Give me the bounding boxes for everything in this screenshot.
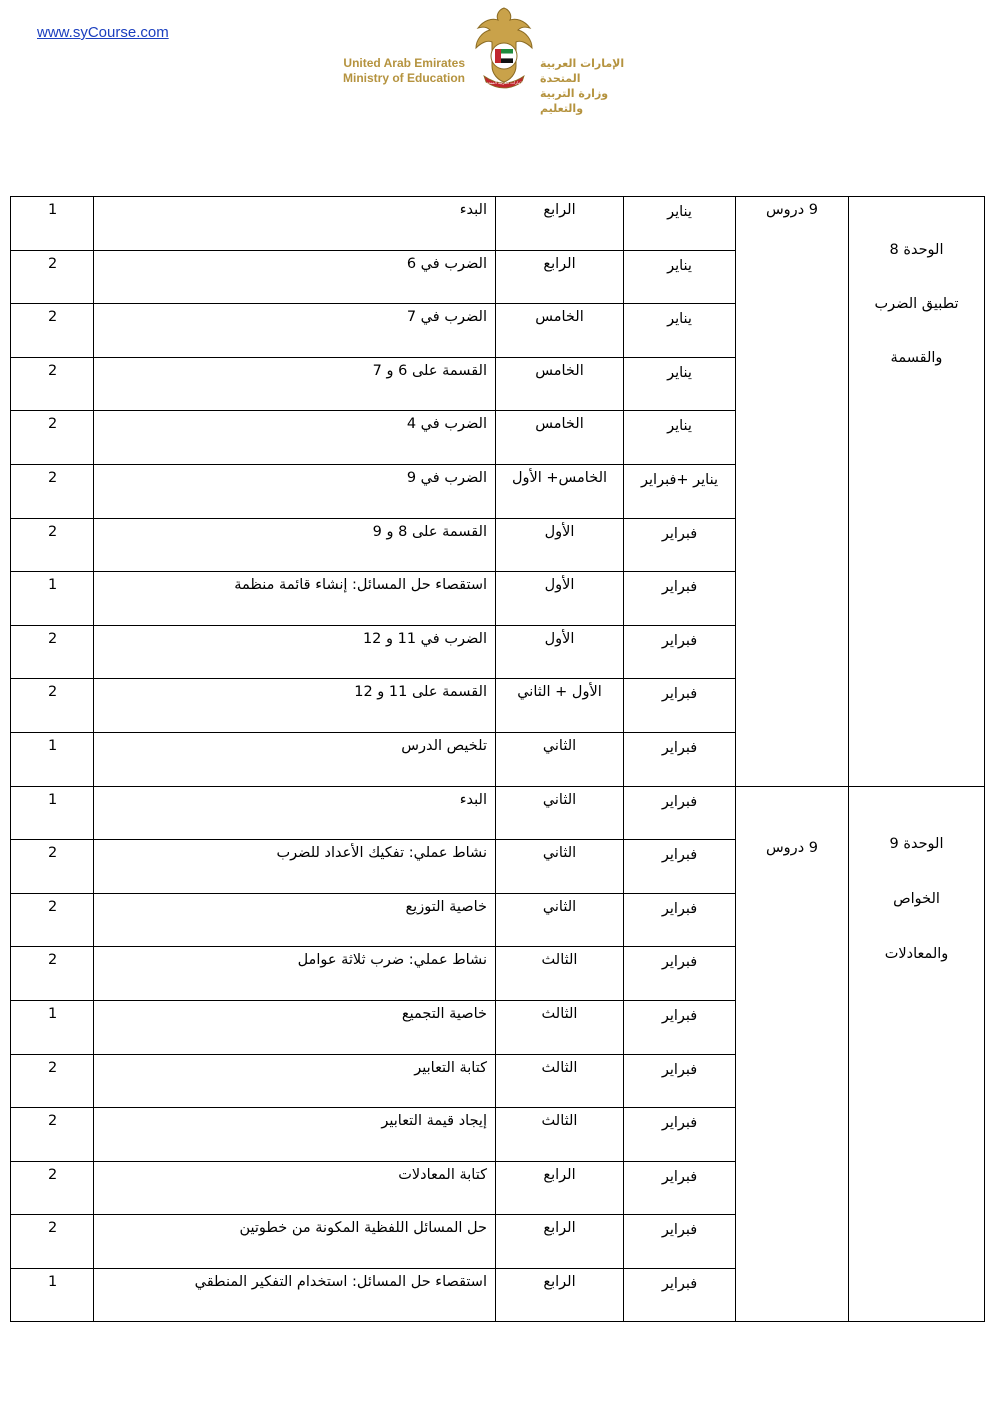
week-cell: الأول — [496, 518, 624, 572]
sessions-cell: 2 — [11, 518, 94, 572]
lesson-cell: حل المسائل اللفظية المكونة من خطوتين — [94, 1215, 496, 1269]
sessions-cell: 1 — [11, 1268, 94, 1322]
week-cell: الرابع — [496, 1268, 624, 1322]
week-cell: الأول + الثاني — [496, 679, 624, 733]
lesson-cell: كتابة المعادلات — [94, 1161, 496, 1215]
lesson-cell: البدء — [94, 197, 496, 251]
unit-title-line: الوحدة 9 — [889, 835, 944, 852]
emblem-ribbon-text: الإمارات العربية المتحدة — [484, 80, 524, 85]
lesson-cell: نشاط عملي: ضرب ثلاثة عوامل — [94, 947, 496, 1001]
table-row — [11, 197, 985, 251]
month-cell: فبراير — [624, 840, 736, 894]
lesson-cell: البدء — [94, 786, 496, 840]
month-cell: فبراير — [624, 679, 736, 733]
unit-title-line: والمعادلات — [884, 945, 949, 962]
sessions-cell: 2 — [11, 464, 94, 518]
lesson-cell: نشاط عملي: تفكيك الأعداد للضرب — [94, 840, 496, 894]
lesson-cell: الضرب في 4 — [94, 411, 496, 465]
month-cell: يناير — [624, 250, 736, 304]
unit-title-line: الوحدة 8 — [889, 242, 944, 258]
month-cell: يناير — [624, 411, 736, 465]
unit-title-cell — [849, 197, 985, 787]
unit-title-cell — [849, 786, 985, 1322]
lesson-cell: القسمة على 6 و 7 — [94, 357, 496, 411]
week-cell: الرابع — [496, 197, 624, 251]
unit-title-line: تطبيق الضرب — [874, 296, 959, 312]
table-row — [11, 786, 985, 840]
week-cell: الرابع — [496, 1161, 624, 1215]
month-cell: فبراير — [624, 786, 736, 840]
lesson-cell: القسمة على 8 و 9 — [94, 518, 496, 572]
sessions-cell: 2 — [11, 679, 94, 733]
ministry-ar-line1: الإمارات العربية المتحدة — [540, 57, 625, 85]
month-cell: يناير — [624, 197, 736, 251]
week-cell: الثالث — [496, 1108, 624, 1162]
week-cell: الخامس+ الأول — [496, 464, 624, 518]
week-cell: الثاني — [496, 893, 624, 947]
month-cell: فبراير — [624, 1054, 736, 1108]
lesson-cell: الضرب في 9 — [94, 464, 496, 518]
month-cell: يناير — [624, 357, 736, 411]
ministry-en-line2: Ministry of Education — [342, 71, 465, 85]
sessions-cell: 2 — [11, 250, 94, 304]
curriculum-schedule-table — [10, 196, 985, 1322]
month-cell: فبراير — [624, 1268, 736, 1322]
sessions-cell: 2 — [11, 1108, 94, 1162]
sessions-cell: 2 — [11, 947, 94, 1001]
sessions-cell: 2 — [11, 304, 94, 358]
month-cell: يناير +فبراير — [624, 464, 736, 518]
lesson-cell: خاصية التجميع — [94, 1000, 496, 1054]
month-cell: فبراير — [624, 1161, 736, 1215]
week-cell: الثالث — [496, 1000, 624, 1054]
sessions-cell: 1 — [11, 572, 94, 626]
lesson-count-cell: 9 دروس — [736, 786, 849, 1322]
lesson-cell: كتابة التعابير — [94, 1054, 496, 1108]
sessions-cell: 2 — [11, 893, 94, 947]
week-cell: الثالث — [496, 1054, 624, 1108]
sessions-cell: 1 — [11, 1000, 94, 1054]
lesson-cell: الضرب في 11 و 12 — [94, 625, 496, 679]
ministry-name-english — [300, 56, 465, 86]
month-cell: فبراير — [624, 732, 736, 786]
lesson-cell: القسمة على 11 و 12 — [94, 679, 496, 733]
sessions-cell: 1 — [11, 197, 94, 251]
month-cell: فبراير — [624, 1000, 736, 1054]
week-cell: الخامس — [496, 304, 624, 358]
week-cell: الثاني — [496, 732, 624, 786]
unit-title-line: الخواص — [893, 890, 940, 907]
sessions-cell: 2 — [11, 840, 94, 894]
sessions-cell: 2 — [11, 357, 94, 411]
sessions-cell: 2 — [11, 1215, 94, 1269]
week-cell: الرابع — [496, 1215, 624, 1269]
ministry-en-line1: United Arab Emirates — [343, 56, 465, 70]
sessions-cell: 2 — [11, 411, 94, 465]
lesson-cell: تلخيص الدرس — [94, 732, 496, 786]
lesson-cell: الضرب في 6 — [94, 250, 496, 304]
schedule-body — [11, 197, 985, 1322]
sessions-cell: 2 — [11, 625, 94, 679]
month-cell: فبراير — [624, 947, 736, 1001]
week-cell: الثاني — [496, 786, 624, 840]
lesson-count-cell: 9 دروس — [736, 197, 849, 787]
month-cell: فبراير — [624, 1215, 736, 1269]
month-cell: فبراير — [624, 893, 736, 947]
week-cell: الخامس — [496, 411, 624, 465]
week-cell: الأول — [496, 572, 624, 626]
sessions-cell: 1 — [11, 786, 94, 840]
lesson-cell: الضرب في 7 — [94, 304, 496, 358]
uae-emblem-icon — [470, 4, 538, 90]
month-cell: فبراير — [624, 1108, 736, 1162]
ministry-name-arabic — [540, 56, 650, 116]
lesson-cell: إيجاد قيمة التعابير — [94, 1108, 496, 1162]
sessions-cell: 2 — [11, 1161, 94, 1215]
ministry-ar-line2: وزارة التربية والتعليم — [540, 87, 609, 115]
unit-title-line: والقسمة — [890, 350, 943, 366]
week-cell: الثالث — [496, 947, 624, 1001]
month-cell: يناير — [624, 304, 736, 358]
week-cell: الخامس — [496, 357, 624, 411]
sessions-cell: 2 — [11, 1054, 94, 1108]
week-cell: الرابع — [496, 250, 624, 304]
lesson-cell: خاصية التوزيع — [94, 893, 496, 947]
lesson-cell: استقصاء حل المسائل: استخدام التفكير المنطقي — [94, 1268, 496, 1322]
lesson-cell: استقصاء حل المسائل: إنشاء قائمة منظمة — [94, 572, 496, 626]
website-link[interactable]: www.syCourse.com — [37, 24, 169, 41]
month-cell: فبراير — [624, 572, 736, 626]
week-cell: الثاني — [496, 840, 624, 894]
sessions-cell: 1 — [11, 732, 94, 786]
month-cell: فبراير — [624, 625, 736, 679]
month-cell: فبراير — [624, 518, 736, 572]
week-cell: الأول — [496, 625, 624, 679]
